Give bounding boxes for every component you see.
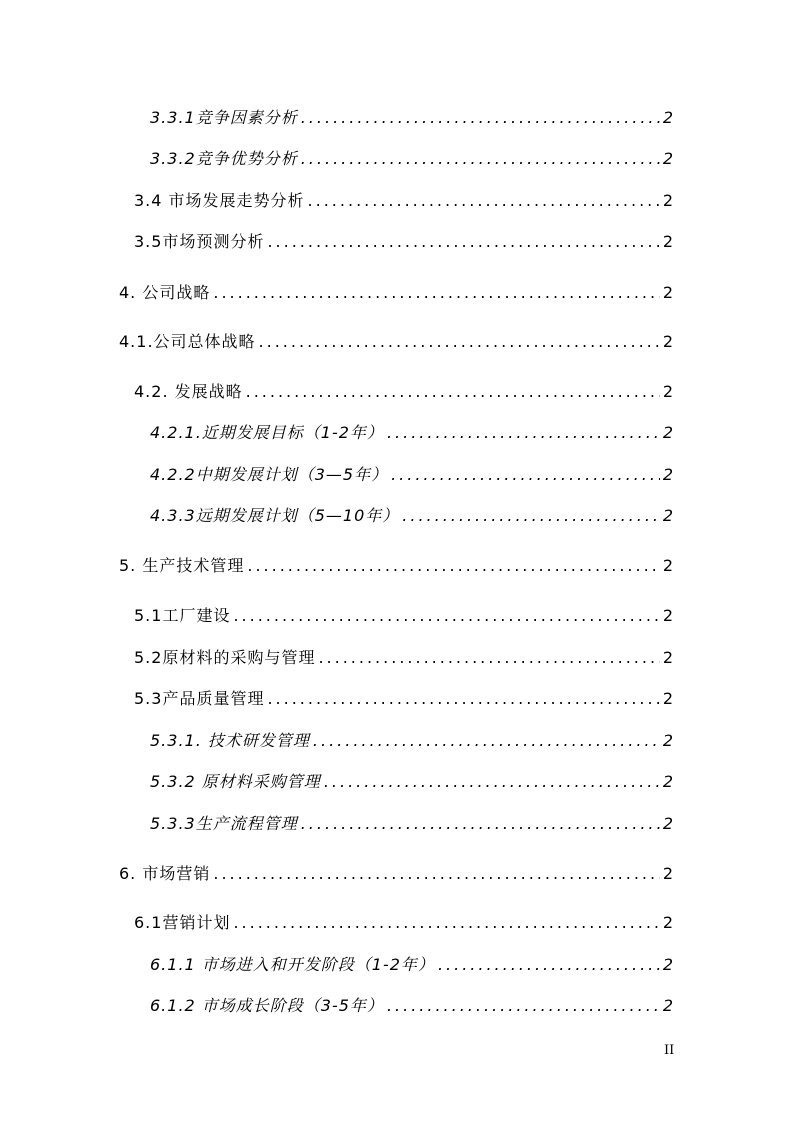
toc-entry-title: 3.5市场预测分析 xyxy=(134,232,265,251)
toc-entry[interactable] xyxy=(0,910,674,936)
toc-entry-title: 4.2.1.近期发展目标（1-2年） xyxy=(150,423,384,442)
toc-entry-page: 2 xyxy=(662,465,674,484)
toc-entry-page: 2 xyxy=(662,648,674,667)
toc-leader-dots xyxy=(313,731,660,750)
toc-entry-title: 4.2.2中期发展计划（3—5年） xyxy=(150,465,389,484)
toc-entry-page: 2 xyxy=(662,506,674,525)
toc-entry-title: 6.1.1 市场进入和开发阶段（1-2年） xyxy=(150,955,435,974)
toc-entry-title: 6. 市场营销 xyxy=(119,864,211,883)
toc-entry-title: 3.4 市场发展走势分析 xyxy=(134,191,305,210)
toc-leader-dots xyxy=(247,556,659,575)
toc-entry[interactable] xyxy=(0,952,674,978)
toc-entry-page: 2 xyxy=(662,606,674,625)
toc-entry-page: 2 xyxy=(662,913,674,932)
toc-leader-dots xyxy=(318,648,659,667)
toc-entry-page: 2 xyxy=(662,772,674,791)
toc-leader-dots xyxy=(246,382,660,401)
toc-entry[interactable] xyxy=(0,686,674,712)
toc-entry[interactable] xyxy=(0,379,674,405)
toc-entry[interactable] xyxy=(0,553,674,579)
toc-leader-dots xyxy=(233,913,659,932)
toc-leader-dots xyxy=(213,864,659,883)
toc-leader-dots xyxy=(233,606,659,625)
toc-entry[interactable] xyxy=(0,420,674,446)
toc-entry[interactable] xyxy=(0,462,674,488)
toc-leader-dots xyxy=(259,332,660,351)
toc-entry[interactable] xyxy=(0,329,674,355)
toc-entry-title: 4.1.公司总体战略 xyxy=(119,332,256,351)
toc-entry-page: 2 xyxy=(662,149,674,168)
toc-leader-dots xyxy=(402,506,660,525)
toc-entry-title: 5.3.2 原材料采购管理 xyxy=(150,772,321,791)
toc-leader-dots xyxy=(324,772,660,791)
toc-entry-title: 5.3.3生产流程管理 xyxy=(150,814,298,833)
toc-entry-title: 5.3产品质量管理 xyxy=(134,689,265,708)
toc-entry-title: 5. 生产技术管理 xyxy=(119,556,245,575)
toc-entry-page: 2 xyxy=(662,814,674,833)
toc-leader-dots xyxy=(387,996,660,1015)
toc-entry-title: 3.3.2竞争优势分析 xyxy=(150,149,298,168)
toc-leader-dots xyxy=(213,283,659,302)
toc-entry-title: 4. 公司战略 xyxy=(119,283,211,302)
toc-entry-page: 2 xyxy=(662,283,674,302)
toc-entry-page: 2 xyxy=(662,382,674,401)
toc-entry-title: 6.1营销计划 xyxy=(134,913,231,932)
toc-entry-title: 6.1.2 市场成长阶段（3-5年） xyxy=(150,996,384,1015)
toc-entry-page: 2 xyxy=(662,232,674,251)
toc-entry-page: 2 xyxy=(662,108,674,127)
toc-entry-title: 5.1工厂建设 xyxy=(134,606,231,625)
toc-entry[interactable] xyxy=(0,645,674,671)
toc-entry[interactable] xyxy=(0,188,674,214)
toc-entry[interactable] xyxy=(0,861,674,887)
toc-leader-dots xyxy=(301,814,660,833)
toc-entry[interactable] xyxy=(0,769,674,795)
toc-entry-title: 4.2. 发展战略 xyxy=(134,382,243,401)
toc-entry-page: 2 xyxy=(662,864,674,883)
toc-leader-dots xyxy=(308,191,660,210)
toc-entry-page: 2 xyxy=(662,423,674,442)
toc-entry-page: 2 xyxy=(662,731,674,750)
toc-entry-page: 2 xyxy=(662,332,674,351)
toc-leader-dots xyxy=(438,955,660,974)
toc-entry[interactable] xyxy=(0,993,674,1019)
toc-entry-page: 2 xyxy=(662,955,674,974)
toc-entry[interactable] xyxy=(0,728,674,754)
toc-entry-title: 4.3.3远期发展计划（5—10年） xyxy=(150,506,400,525)
toc-entry-page: 2 xyxy=(662,996,674,1015)
toc-entry-title: 3.3.1竞争因素分析 xyxy=(150,108,298,127)
toc-entry[interactable] xyxy=(0,105,674,131)
toc-entry[interactable] xyxy=(0,811,674,837)
toc-entry-page: 2 xyxy=(662,556,674,575)
toc-entry[interactable] xyxy=(0,603,674,629)
toc-entry-title: 5.3.1. 技术研发管理 xyxy=(150,731,310,750)
toc-entry[interactable] xyxy=(0,503,674,529)
toc-leader-dots xyxy=(387,423,660,442)
toc-entry-title: 5.2原材料的采购与管理 xyxy=(134,648,316,667)
toc-entry-page: 2 xyxy=(662,689,674,708)
page-number: II xyxy=(664,1043,675,1058)
toc-leader-dots xyxy=(267,232,659,251)
toc-leader-dots xyxy=(267,689,659,708)
toc-entry[interactable] xyxy=(0,280,674,306)
toc-entry-page: 2 xyxy=(662,191,674,210)
toc-entry[interactable] xyxy=(0,229,674,255)
toc-entry[interactable] xyxy=(0,146,674,172)
toc-leader-dots xyxy=(301,149,660,168)
toc-leader-dots xyxy=(301,108,660,127)
toc-leader-dots xyxy=(391,465,660,484)
